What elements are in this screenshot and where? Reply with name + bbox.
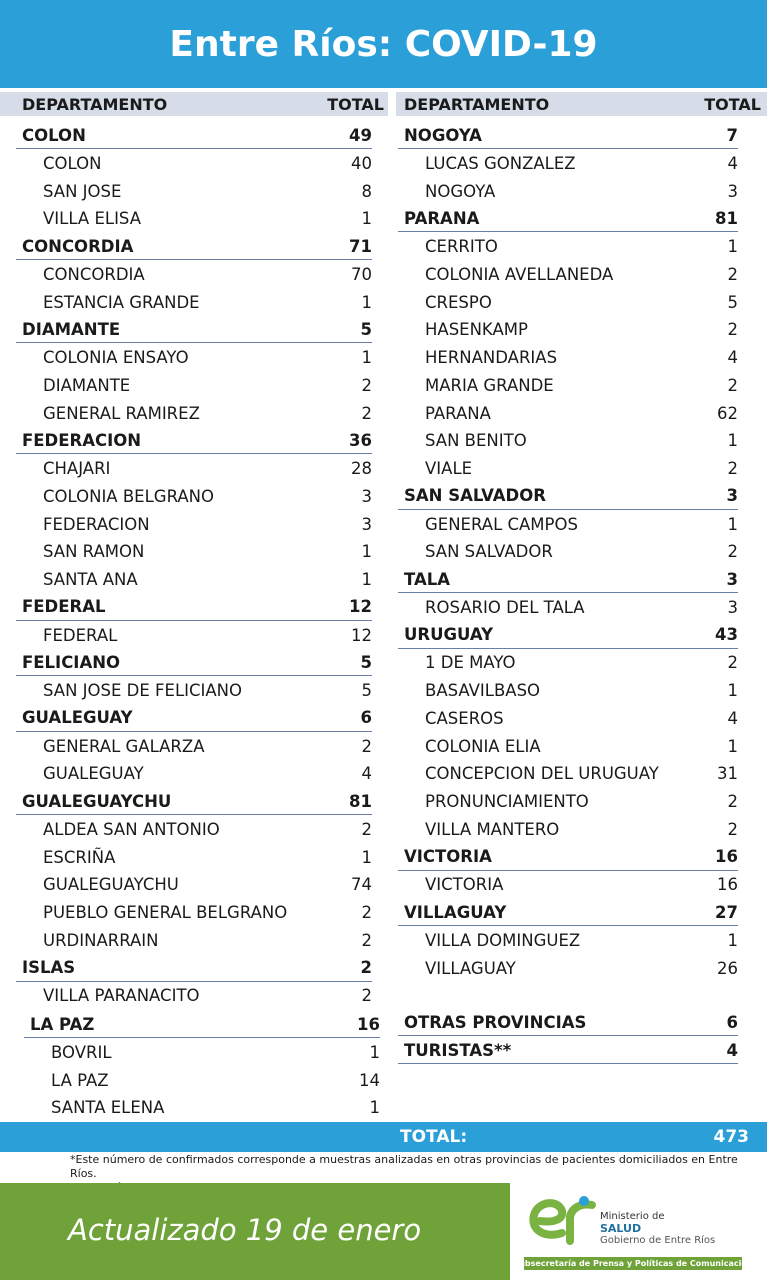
ministry-logo: [510, 1183, 767, 1280]
locality-row: [398, 372, 738, 399]
locality-name: NOGOYA: [425, 181, 496, 201]
page-title: Entre Ríos: COVID-19: [0, 0, 767, 88]
locality-name: BASAVILBASO: [425, 681, 541, 700]
locality-total: 2: [361, 819, 372, 839]
department-row: [398, 483, 738, 510]
locality-row: [398, 178, 738, 205]
locality-name: HERNANDARIAS: [425, 348, 558, 367]
department-row: [16, 233, 372, 260]
locality-row: [16, 261, 372, 288]
locality-name: VILLA DOMINGUEZ: [425, 930, 581, 950]
locality-name: COLONIA AVELLANEDA: [425, 264, 614, 284]
locality-row: [16, 566, 372, 593]
locality-total: 26: [717, 958, 738, 978]
locality-row: [398, 816, 738, 843]
department-name: URUGUAY: [404, 625, 494, 644]
department-total: 6: [360, 708, 372, 728]
logo-text: [600, 1211, 715, 1247]
locality-row: [398, 733, 738, 760]
department-row: [398, 122, 738, 149]
locality-row: [16, 899, 372, 926]
locality-total: 1: [361, 209, 372, 229]
locality-row: [16, 400, 372, 427]
updated-date: Actualizado 19 de enero: [68, 1213, 422, 1247]
locality-row: [398, 955, 738, 982]
locality-row: [16, 760, 372, 787]
locality-name: ESTANCIA GRANDE: [43, 292, 200, 312]
locality-name: CRESPO: [425, 292, 492, 312]
locality-name: CASEROS: [425, 708, 504, 728]
locality-row: [398, 871, 738, 898]
department-total: 4: [726, 1040, 738, 1060]
locality-total: 28: [351, 459, 372, 478]
locality-total: 5: [727, 292, 738, 312]
locality-total: 2: [361, 375, 372, 395]
locality-name: VICTORIA: [425, 875, 504, 895]
locality-total: 2: [361, 986, 372, 1006]
department-name: FELICIANO: [22, 652, 121, 672]
locality-total: 1: [727, 930, 738, 950]
department-total: 3: [726, 486, 738, 506]
department-row: [16, 955, 372, 982]
department-total: 6: [726, 1012, 738, 1032]
locality-row: [398, 150, 738, 177]
locality-name: ROSARIO DEL TALA: [425, 597, 585, 617]
locality-row: [398, 594, 738, 621]
locality-name: DIAMANTE: [43, 375, 131, 395]
locality-total: 12: [351, 625, 372, 645]
locality-name: LUCAS GONZALEZ: [425, 153, 576, 173]
locality-name: GENERAL CAMPOS: [425, 514, 578, 534]
department-name: VILLAGUAY: [404, 902, 507, 922]
total-header: TOTAL: [704, 94, 761, 114]
locality-total: 74: [351, 875, 372, 895]
locality-total: 4: [727, 153, 738, 173]
departamento-header: DEPARTAMENTO: [22, 94, 168, 114]
locality-row: [398, 344, 738, 371]
locality-name: MARIA GRANDE: [425, 375, 554, 395]
locality-total: 1: [727, 237, 738, 256]
total-label: TOTAL:: [400, 1127, 468, 1147]
locality-row: [16, 344, 372, 371]
locality-name: VIALE: [425, 459, 473, 478]
department-name: SAN SALVADOR: [404, 486, 546, 506]
department-row: [16, 316, 372, 343]
department-total: 49: [349, 125, 372, 145]
locality-name: COLONIA ELIA: [425, 736, 541, 756]
department-total: 81: [349, 791, 372, 811]
department-name: TURISTAS**: [404, 1040, 512, 1060]
locality-total: 2: [727, 459, 738, 478]
locality-row: [398, 289, 738, 316]
locality-total: 1: [369, 1043, 380, 1062]
locality-name: ESCRIÑA: [43, 847, 116, 867]
locality-total: 2: [361, 903, 372, 922]
locality-name: ALDEA SAN ANTONIO: [43, 819, 220, 839]
locality-name: SAN BENITO: [425, 431, 527, 451]
department-name: OTRAS PROVINCIAS: [404, 1012, 587, 1032]
locality-name: CONCORDIA: [43, 264, 145, 284]
footnote-1: *Este número de confirmados corresponde a muestras analizadas en otras provincias de pacientes domiciliados en Entre Ríos.: [70, 1153, 738, 1180]
locality-row: [16, 927, 372, 954]
locality-total: 1: [369, 1098, 380, 1117]
department-total: 5: [360, 319, 372, 339]
locality-name: COLONIA BELGRANO: [43, 486, 214, 506]
locality-name: SAN SALVADOR: [425, 542, 553, 562]
locality-total: 1: [727, 681, 738, 700]
locality-total: 2: [727, 819, 738, 839]
logo-line3: Gobierno de Entre Ríos: [600, 1235, 716, 1246]
locality-total: 2: [727, 375, 738, 395]
locality-total: 8: [361, 181, 372, 201]
locality-row: [16, 205, 372, 232]
locality-row: [398, 427, 738, 454]
locality-row: [398, 455, 738, 482]
locality-total: 4: [361, 764, 372, 784]
locality-row: [398, 649, 738, 676]
locality-total: 3: [361, 486, 372, 506]
department-name: LA PAZ: [30, 1014, 95, 1034]
locality-name: GUALEGUAYCHU: [43, 875, 179, 895]
locality-total: 1: [361, 570, 372, 589]
department-row: [24, 1011, 380, 1038]
locality-name: COLONIA ENSAYO: [43, 348, 189, 367]
department-row: [398, 205, 738, 232]
er-logo-icon: [524, 1193, 604, 1255]
locality-total: 2: [727, 320, 738, 340]
department-name: CONCORDIA: [22, 236, 134, 256]
locality-row: [398, 538, 738, 565]
locality-row: [398, 788, 738, 815]
locality-total: 62: [717, 403, 738, 423]
department-row: [398, 899, 738, 926]
department-name: ISLAS: [22, 958, 76, 977]
department-total: 27: [715, 902, 738, 922]
department-name: PARANA: [404, 208, 480, 228]
locality-name: GENERAL GALARZA: [43, 736, 205, 756]
locality-row: [16, 733, 372, 760]
department-total: 12: [349, 597, 372, 617]
locality-total: 2: [727, 792, 738, 811]
department-row: [398, 1037, 738, 1064]
locality-name: LA PAZ: [51, 1071, 109, 1090]
department-name: DIAMANTE: [22, 319, 121, 339]
department-row: [16, 705, 372, 732]
department-row: [16, 788, 372, 815]
department-name: FEDERACION: [22, 430, 142, 450]
department-name: FEDERAL: [22, 597, 106, 617]
locality-row: [16, 982, 372, 1009]
department-total: 43: [715, 625, 738, 644]
locality-name: VILLA MANTERO: [425, 819, 560, 839]
locality-name: SAN RAMON: [43, 542, 145, 562]
locality-total: 1: [727, 736, 738, 756]
locality-row: [16, 289, 372, 316]
locality-total: 1: [361, 542, 372, 562]
department-name: NOGOYA: [404, 125, 482, 145]
locality-row: [398, 316, 738, 343]
locality-name: GENERAL RAMIREZ: [43, 403, 200, 423]
locality-row: [16, 871, 372, 898]
locality-row: [16, 372, 372, 399]
locality-total: 2: [361, 736, 372, 756]
department-name: COLON: [22, 125, 86, 145]
locality-name: URDINARRAIN: [43, 930, 159, 950]
department-total: 3: [726, 569, 738, 589]
locality-name: SANTA ANA: [43, 570, 138, 589]
locality-name: FEDERACION: [43, 514, 150, 534]
department-row: [16, 649, 372, 676]
locality-total: 2: [727, 264, 738, 284]
locality-total: 1: [727, 514, 738, 534]
locality-total: 1: [361, 348, 372, 367]
left-column-header: [0, 92, 388, 116]
locality-total: 31: [717, 764, 738, 784]
locality-row: [24, 1039, 380, 1066]
locality-name: HASENKAMP: [425, 320, 528, 340]
locality-name: PRONUNCIAMIENTO: [425, 792, 589, 811]
locality-row: [398, 511, 738, 538]
locality-row: [398, 677, 738, 704]
department-total: 7: [726, 125, 738, 145]
locality-row: [398, 760, 738, 787]
locality-row: [398, 261, 738, 288]
department-row: [16, 122, 372, 149]
department-total: 81: [715, 208, 738, 228]
locality-total: 4: [727, 348, 738, 367]
locality-total: 2: [361, 930, 372, 950]
locality-name: SAN JOSE: [43, 181, 122, 201]
locality-name: COLON: [43, 153, 102, 173]
department-row: [16, 594, 372, 621]
locality-name: CHAJARI: [43, 459, 111, 478]
locality-row: [16, 455, 372, 482]
department-total: 71: [349, 236, 372, 256]
department-row: [16, 427, 372, 454]
locality-row: [16, 483, 372, 510]
department-row: [398, 622, 738, 649]
logo-line1: Ministerio de: [600, 1211, 665, 1222]
locality-row: [398, 233, 738, 260]
locality-row: [16, 150, 372, 177]
locality-total: 1: [727, 431, 738, 451]
locality-total: 70: [351, 264, 372, 284]
department-total: 36: [349, 430, 372, 450]
locality-name: 1 DE MAYO: [425, 653, 516, 673]
locality-total: 4: [727, 708, 738, 728]
locality-total: 40: [351, 153, 372, 173]
locality-row: [398, 705, 738, 732]
subsecretaria-banner: Subsecretaría de Prensa y Políticas de Comunicación: [513, 1259, 753, 1268]
locality-total: 3: [727, 181, 738, 201]
locality-name: CONCEPCION DEL URUGUAY: [425, 764, 659, 784]
locality-total: 16: [717, 875, 738, 895]
locality-row: [16, 844, 372, 871]
locality-total: 3: [727, 597, 738, 617]
locality-row: [398, 400, 738, 427]
locality-total: 2: [727, 542, 738, 562]
locality-name: VILLA PARANACITO: [43, 986, 200, 1006]
locality-name: GUALEGUAY: [43, 764, 144, 784]
locality-total: 2: [727, 653, 738, 673]
locality-name: SAN JOSE DE FELICIANO: [43, 681, 243, 700]
locality-name: SANTA ELENA: [51, 1098, 165, 1117]
locality-name: BOVRIL: [51, 1043, 112, 1062]
locality-total: 1: [361, 847, 372, 867]
logo-line2: SALUD: [600, 1222, 642, 1235]
department-total: 2: [360, 958, 372, 977]
department-name: TALA: [404, 569, 451, 589]
locality-total: 14: [359, 1071, 380, 1090]
locality-row: [16, 816, 372, 843]
locality-name: FEDERAL: [43, 625, 118, 645]
locality-row: [24, 1067, 380, 1094]
department-total: 5: [360, 652, 372, 672]
locality-name: PUEBLO GENERAL BELGRANO: [43, 903, 288, 922]
locality-total: 2: [361, 403, 372, 423]
right-column-header: [396, 92, 767, 116]
total-bar: [0, 1122, 767, 1152]
department-name: GUALEGUAY: [22, 708, 133, 728]
total-header: TOTAL: [327, 94, 384, 114]
locality-total: 1: [361, 292, 372, 312]
locality-row: [24, 1094, 380, 1121]
locality-total: 3: [361, 514, 372, 534]
departamento-header: DEPARTAMENTO: [404, 94, 550, 114]
locality-row: [16, 677, 372, 704]
department-name: VICTORIA: [404, 847, 492, 866]
locality-row: [16, 178, 372, 205]
locality-row: [16, 622, 372, 649]
locality-name: VILLA ELISA: [43, 209, 142, 229]
department-total: 16: [715, 847, 738, 866]
department-total: 16: [357, 1014, 380, 1034]
department-row: [398, 844, 738, 871]
total-value: 473: [713, 1127, 749, 1147]
footer-banner: [0, 1183, 767, 1280]
locality-row: [16, 538, 372, 565]
department-name: GUALEGUAYCHU: [22, 791, 172, 811]
locality-name: PARANA: [425, 403, 491, 423]
department-row: [398, 566, 738, 593]
locality-row: [16, 511, 372, 538]
department-row: [398, 1009, 738, 1036]
locality-total: 5: [361, 681, 372, 700]
locality-row: [398, 927, 738, 954]
locality-name: VILLAGUAY: [425, 958, 516, 978]
locality-name: CERRITO: [425, 237, 498, 256]
